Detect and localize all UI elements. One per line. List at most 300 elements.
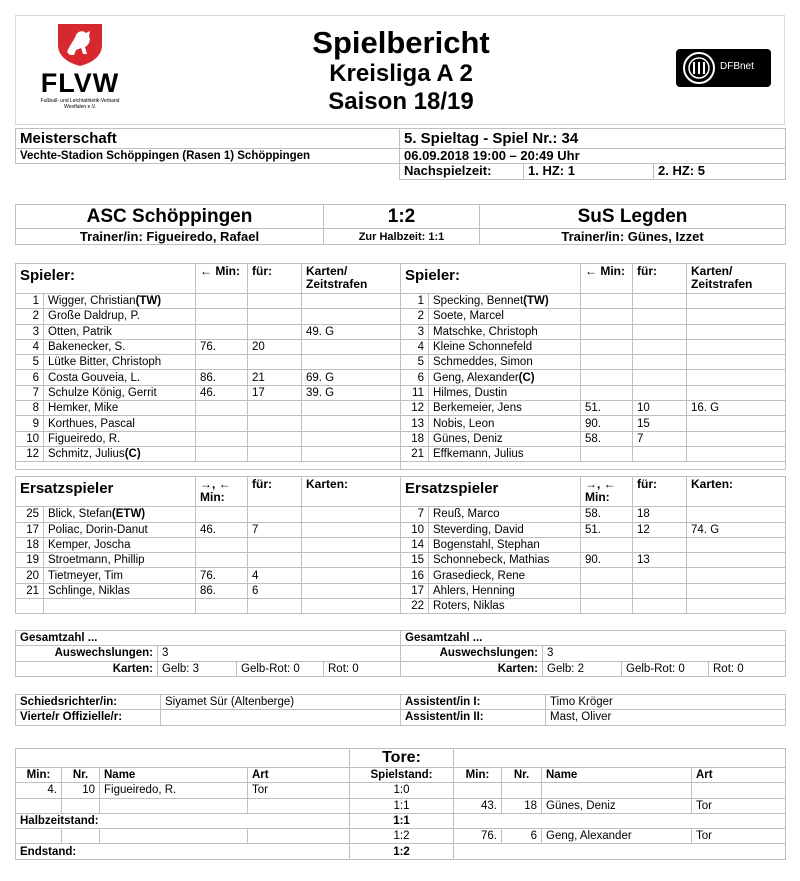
player-sub-minute — [581, 446, 633, 461]
goal-running-score: 1:2 — [350, 829, 454, 844]
sub-minute: 86. — [196, 583, 248, 598]
assistant2-label: Assistent/in II: — [401, 710, 546, 725]
player-sub-minute — [196, 355, 248, 370]
players-header: Spieler: — [401, 264, 581, 294]
player-row — [16, 370, 401, 385]
player-number: 9 — [16, 416, 44, 431]
min-out-header: ← Min: — [581, 264, 633, 294]
goals-table — [15, 748, 786, 860]
goals-body — [16, 749, 786, 860]
away-totals — [400, 630, 785, 677]
player-sub-for — [633, 370, 687, 385]
player-row — [401, 446, 786, 461]
cards-header: Karten/ Zeitstrafen — [687, 264, 786, 294]
home-goal-type — [248, 798, 350, 813]
home-goal-type — [248, 829, 350, 844]
goal-row — [16, 829, 786, 844]
goal-running-score: 1:1 — [350, 798, 454, 813]
sub-for: 13 — [633, 553, 687, 568]
player-card: 49. G — [302, 324, 401, 339]
home-goal-number: 10 — [62, 783, 100, 798]
player-number: 18 — [401, 431, 429, 446]
player-number: 1 — [16, 294, 44, 309]
sub-for: 4 — [248, 568, 302, 583]
player-number: 10 — [16, 431, 44, 446]
totals-label: Gesamtzahl ... — [16, 631, 401, 646]
player-row — [401, 309, 786, 324]
match-datetime: 06.09.2018 19:00 – 20:49 Uhr — [400, 149, 786, 164]
yellow-count: Gelb: 3 — [158, 661, 237, 676]
player-name: Günes, Deniz — [429, 431, 581, 446]
player-number: 12 — [401, 401, 429, 416]
player-sub-minute: 51. — [581, 401, 633, 416]
sub-for — [633, 583, 687, 598]
sub-row — [401, 583, 786, 598]
red-count: Rot: 0 — [709, 661, 786, 676]
subs-header: Ersatzspieler — [16, 477, 196, 507]
player-sub-minute — [196, 309, 248, 324]
player-sub-minute: 86. — [196, 370, 248, 385]
player-row — [16, 431, 401, 446]
player-sub-for: 7 — [633, 431, 687, 446]
player-sub-for — [633, 446, 687, 461]
sub-card: 74. G — [687, 522, 786, 537]
player-name: Bakenecker, S. — [44, 339, 196, 354]
sub-row — [16, 568, 401, 583]
goal-row — [16, 813, 786, 828]
goals-nr-header: Nr. — [502, 768, 542, 783]
player-sub-minute — [196, 446, 248, 461]
sub-name: Ahlers, Henning — [429, 583, 581, 598]
flvw-logo-subtext: Fußball- und Leichtathletik-Verband Westfalen e.V. — [40, 98, 120, 110]
player-card — [687, 294, 786, 309]
goals-min-header: Min: — [454, 768, 502, 783]
competition-name: Meisterschaft — [16, 129, 400, 149]
sub-minute — [581, 568, 633, 583]
sub-minute — [196, 537, 248, 552]
player-name: Matschke, Christoph — [429, 324, 581, 339]
player-sub-minute — [581, 355, 633, 370]
player-number: 3 — [16, 324, 44, 339]
player-row — [16, 416, 401, 431]
player-row — [401, 339, 786, 354]
home-goal-number — [62, 829, 100, 844]
sub-number: 20 — [16, 568, 44, 583]
away-team-name: SuS Legden — [480, 205, 786, 229]
player-sub-minute — [196, 431, 248, 446]
goal-running-score: 1:1 — [350, 813, 454, 828]
player-row — [401, 355, 786, 370]
player-row — [16, 355, 401, 370]
assistant2-value: Mast, Oliver — [546, 710, 786, 725]
player-sub-for — [248, 446, 302, 461]
player-card: 39. G — [302, 385, 401, 400]
player-sub-minute — [196, 416, 248, 431]
sub-card — [302, 537, 401, 552]
yellow-red-count: Gelb-Rot: 0 — [622, 661, 709, 676]
player-row — [401, 324, 786, 339]
player-row — [16, 446, 401, 461]
min-inout-header: →, ← Min: — [581, 477, 633, 507]
player-sub-minute — [196, 294, 248, 309]
player-card — [302, 309, 401, 324]
home-coach: Trainer/in: Figueiredo, Rafael — [16, 229, 324, 245]
sub-card — [302, 583, 401, 598]
for-header: für: — [633, 477, 687, 507]
player-row — [401, 416, 786, 431]
away-goal-number: 6 — [502, 829, 542, 844]
player-card — [302, 431, 401, 446]
fourth-official-label: Vierte/r Offizielle/r: — [16, 710, 161, 725]
player-name: Schmeddes, Simon — [429, 355, 581, 370]
player-number: 21 — [401, 446, 429, 461]
player-sub-for — [633, 355, 687, 370]
players-header: Spieler: — [16, 264, 196, 294]
player-name: Schmitz, Julius(C) — [44, 446, 196, 461]
report-title-block — [176, 26, 626, 116]
player-row — [16, 294, 401, 309]
away-totals-table — [400, 630, 786, 677]
player-row — [401, 294, 786, 309]
sub-row — [16, 553, 401, 568]
sub-minute: 46. — [196, 522, 248, 537]
player-sub-minute — [581, 309, 633, 324]
away-goal-type: Tor — [692, 829, 786, 844]
player-sub-for — [633, 294, 687, 309]
scoreline-table — [15, 204, 786, 245]
player-name: Wigger, Christian(TW) — [44, 294, 196, 309]
player-number: 8 — [16, 401, 44, 416]
player-sub-minute: 58. — [581, 431, 633, 446]
sub-row — [16, 507, 401, 522]
player-row — [16, 309, 401, 324]
player-number: 5 — [401, 355, 429, 370]
away-goal-minute: 76. — [454, 829, 502, 844]
goals-score-header: Spielstand: — [350, 768, 454, 783]
player-name: Effkemann, Julius — [429, 446, 581, 461]
home-players-table — [15, 263, 401, 470]
sub-for: 7 — [248, 522, 302, 537]
player-name: Figueiredo, R. — [44, 431, 196, 446]
player-sub-for — [248, 355, 302, 370]
player-sub-minute — [196, 324, 248, 339]
player-sub-minute — [581, 324, 633, 339]
player-row — [401, 385, 786, 400]
away-goal-scorer — [542, 783, 692, 798]
flvw-logo-text: FLVW — [40, 68, 120, 98]
sub-number: 10 — [401, 522, 429, 537]
goals-nr-header: Nr. — [62, 768, 100, 783]
player-card — [687, 370, 786, 385]
player-sub-for — [633, 339, 687, 354]
sub-minute — [581, 583, 633, 598]
away-goal-type: Tor — [692, 798, 786, 813]
sub-for — [248, 507, 302, 522]
player-row — [16, 324, 401, 339]
sub-card — [687, 537, 786, 552]
sub-number: 22 — [401, 599, 429, 614]
matchday-info: 5. Spieltag - Spiel Nr.: 34 — [400, 129, 786, 149]
player-row — [401, 370, 786, 385]
sub-number: 17 — [401, 583, 429, 598]
player-card — [687, 431, 786, 446]
player-row — [16, 339, 401, 354]
player-sub-for — [633, 309, 687, 324]
player-sub-for — [633, 324, 687, 339]
goal-row — [16, 844, 786, 859]
sub-for: 12 — [633, 522, 687, 537]
away-goal-type — [692, 783, 786, 798]
referee-label: Schiedsrichter/in: — [16, 695, 161, 710]
sub-number: 17 — [16, 522, 44, 537]
subs-count-label: Auswechslungen: — [16, 646, 158, 661]
player-card — [687, 309, 786, 324]
player-sub-for — [248, 324, 302, 339]
away-goal-number — [502, 783, 542, 798]
sub-number: 16 — [401, 568, 429, 583]
sub-row — [401, 507, 786, 522]
sub-row — [401, 522, 786, 537]
sub-card — [687, 553, 786, 568]
page-title: Spielbericht — [312, 25, 490, 60]
home-goal-minute: 4. — [16, 783, 62, 798]
player-sub-minute — [581, 385, 633, 400]
player-name: Costa Gouveia, L. — [44, 370, 196, 385]
player-row — [16, 385, 401, 400]
sub-card — [302, 522, 401, 537]
sub-for — [633, 568, 687, 583]
red-count: Rot: 0 — [324, 661, 401, 676]
sub-name: Grasedieck, Rene — [429, 568, 581, 583]
player-name: Schulze König, Gerrit — [44, 385, 196, 400]
home-totals — [15, 630, 400, 677]
sub-number: 19 — [16, 553, 44, 568]
extra-time-first-half: 1. HZ: 1 — [524, 164, 654, 179]
sub-name — [44, 599, 196, 614]
away-goal-number: 18 — [502, 798, 542, 813]
player-number: 6 — [16, 370, 44, 385]
player-card — [302, 401, 401, 416]
cards-count-label: Karten: — [401, 661, 543, 676]
home-goal-scorer — [100, 798, 248, 813]
flvw-logo — [30, 21, 130, 121]
home-team-name: ASC Schöppingen — [16, 205, 324, 229]
player-name: Nobis, Leon — [429, 416, 581, 431]
sub-for — [248, 537, 302, 552]
player-name: Geng, Alexander(C) — [429, 370, 581, 385]
subs-count-value: 3 — [158, 646, 401, 661]
player-sub-minute — [581, 370, 633, 385]
player-card — [302, 416, 401, 431]
player-number: 7 — [16, 385, 44, 400]
player-card — [687, 416, 786, 431]
sub-number: 21 — [16, 583, 44, 598]
player-name: Lütke Bitter, Christoph — [44, 355, 196, 370]
sub-card — [687, 507, 786, 522]
goals-type-header: Art — [248, 768, 350, 783]
home-subs-table — [15, 476, 401, 614]
goal-row — [16, 798, 786, 813]
halftime-label: Halbzeitstand: — [16, 813, 350, 828]
sub-name: Bogenstahl, Stephan — [429, 537, 581, 552]
sub-for — [633, 599, 687, 614]
cards-header: Karten: — [687, 477, 786, 507]
player-name: Specking, Bennet(TW) — [429, 294, 581, 309]
yellow-count: Gelb: 2 — [543, 661, 622, 676]
player-name: Hilmes, Dustin — [429, 385, 581, 400]
for-header: für: — [248, 477, 302, 507]
player-number: 4 — [401, 339, 429, 354]
sub-number: 15 — [401, 553, 429, 568]
sub-card — [302, 553, 401, 568]
sub-row — [401, 553, 786, 568]
cards-header: Karten/ Zeitstrafen — [302, 264, 401, 294]
sub-minute: 58. — [581, 507, 633, 522]
dfbnet-text: DFBnet — [720, 61, 754, 72]
player-card: 69. G — [302, 370, 401, 385]
player-name: Otten, Patrik — [44, 324, 196, 339]
player-sub-for: 17 — [248, 385, 302, 400]
goal-running-score: 1:0 — [350, 783, 454, 798]
player-sub-for: 15 — [633, 416, 687, 431]
halftime-score: Zur Halbzeit: 1:1 — [324, 229, 480, 245]
sub-minute — [581, 599, 633, 614]
goal-row — [16, 783, 786, 798]
sub-minute — [196, 599, 248, 614]
player-sub-for: 10 — [633, 401, 687, 416]
flvw-horse-icon — [55, 21, 105, 67]
sub-for — [248, 553, 302, 568]
player-row — [401, 431, 786, 446]
sub-name: Kemper, Joscha — [44, 537, 196, 552]
player-number: 11 — [401, 385, 429, 400]
extra-time-second-half: 2. HZ: 5 — [654, 164, 786, 179]
min-out-header: ← Min: — [196, 264, 248, 294]
home-goal-minute — [16, 798, 62, 813]
player-number: 12 — [16, 446, 44, 461]
dfb-emblem-icon — [682, 51, 716, 85]
sub-card — [302, 568, 401, 583]
sub-row — [16, 599, 401, 614]
away-players-table — [400, 263, 786, 470]
assistant1-value: Timo Kröger — [546, 695, 786, 710]
sub-row — [401, 568, 786, 583]
home-goal-scorer: Figueiredo, R. — [100, 783, 248, 798]
player-card — [302, 294, 401, 309]
season-name: Saison 18/19 — [328, 88, 474, 115]
player-sub-for — [248, 401, 302, 416]
sub-card — [687, 583, 786, 598]
sub-minute: 51. — [581, 522, 633, 537]
sub-name: Tietmeyer, Tim — [44, 568, 196, 583]
player-sub-minute — [196, 401, 248, 416]
player-row — [401, 401, 786, 416]
min-inout-header: →, ← Min: — [196, 477, 248, 507]
player-number: 6 — [401, 370, 429, 385]
player-card — [302, 446, 401, 461]
sub-card — [687, 568, 786, 583]
sub-card — [302, 599, 401, 614]
sub-name: Stroetmann, Phillip — [44, 553, 196, 568]
player-name: Große Daldrup, P. — [44, 309, 196, 324]
venue-name: Vechte-Stadion Schöppingen (Rasen 1) Schöppingen — [16, 149, 400, 164]
player-name: Berkemeier, Jens — [429, 401, 581, 416]
header-box — [15, 15, 785, 125]
player-sub-for: 20 — [248, 339, 302, 354]
sub-minute: 90. — [581, 553, 633, 568]
sub-minute — [196, 553, 248, 568]
cards-count-label: Karten: — [16, 661, 158, 676]
away-goal-minute — [454, 783, 502, 798]
player-sub-for: 21 — [248, 370, 302, 385]
player-name: Hemker, Mike — [44, 401, 196, 416]
player-number: 2 — [16, 309, 44, 324]
player-sub-minute: 76. — [196, 339, 248, 354]
sub-number: 25 — [16, 507, 44, 522]
player-name: Kleine Schonnefeld — [429, 339, 581, 354]
extra-time-label: Nachspielzeit: — [400, 164, 524, 179]
fourth-official-value — [161, 710, 401, 725]
sub-row — [16, 583, 401, 598]
player-sub-minute: 46. — [196, 385, 248, 400]
sub-row — [16, 522, 401, 537]
sub-name: Poliac, Dorin-Danut — [44, 522, 196, 537]
goals-type-header: Art — [692, 768, 786, 783]
yellow-red-count: Gelb-Rot: 0 — [237, 661, 324, 676]
away-goal-scorer: Geng, Alexander — [542, 829, 692, 844]
sub-number: 18 — [16, 537, 44, 552]
home-totals-table — [15, 630, 401, 677]
sub-for: 18 — [633, 507, 687, 522]
for-header: für: — [633, 264, 687, 294]
dfbnet-logo — [676, 49, 771, 87]
away-subs-table — [400, 476, 786, 614]
player-number: 5 — [16, 355, 44, 370]
sub-name: Steverding, David — [429, 522, 581, 537]
goals-title: Tore: — [350, 749, 454, 768]
sub-row — [16, 537, 401, 552]
goal-running-score: 1:2 — [350, 844, 454, 859]
subs-count-label: Auswechslungen: — [401, 646, 543, 661]
player-number: 13 — [401, 416, 429, 431]
referee-value: Siyamet Sür (Altenberge) — [161, 695, 401, 710]
player-card — [687, 324, 786, 339]
player-name: Soete, Marcel — [429, 309, 581, 324]
sub-name: Schonnebeck, Mathias — [429, 553, 581, 568]
cards-header: Karten: — [302, 477, 401, 507]
officials-table — [15, 694, 786, 726]
totals-label: Gesamtzahl ... — [401, 631, 786, 646]
sub-for — [248, 599, 302, 614]
sub-minute: 76. — [196, 568, 248, 583]
home-goal-number — [62, 798, 100, 813]
sub-card — [687, 599, 786, 614]
for-header: für: — [248, 264, 302, 294]
final-score: 1:2 — [324, 205, 480, 229]
subs-count-value: 3 — [543, 646, 786, 661]
player-sub-minute — [581, 339, 633, 354]
goals-min-header: Min: — [16, 768, 62, 783]
home-goal-minute — [16, 829, 62, 844]
player-number: 2 — [401, 309, 429, 324]
league-name: Kreisliga A 2 — [329, 60, 473, 87]
final-label: Endstand: — [16, 844, 350, 859]
sub-name: Blick, Stefan(ETW) — [44, 507, 196, 522]
player-number: 1 — [401, 294, 429, 309]
player-sub-for — [248, 416, 302, 431]
player-sub-for — [633, 385, 687, 400]
away-coach: Trainer/in: Günes, Izzet — [480, 229, 786, 245]
